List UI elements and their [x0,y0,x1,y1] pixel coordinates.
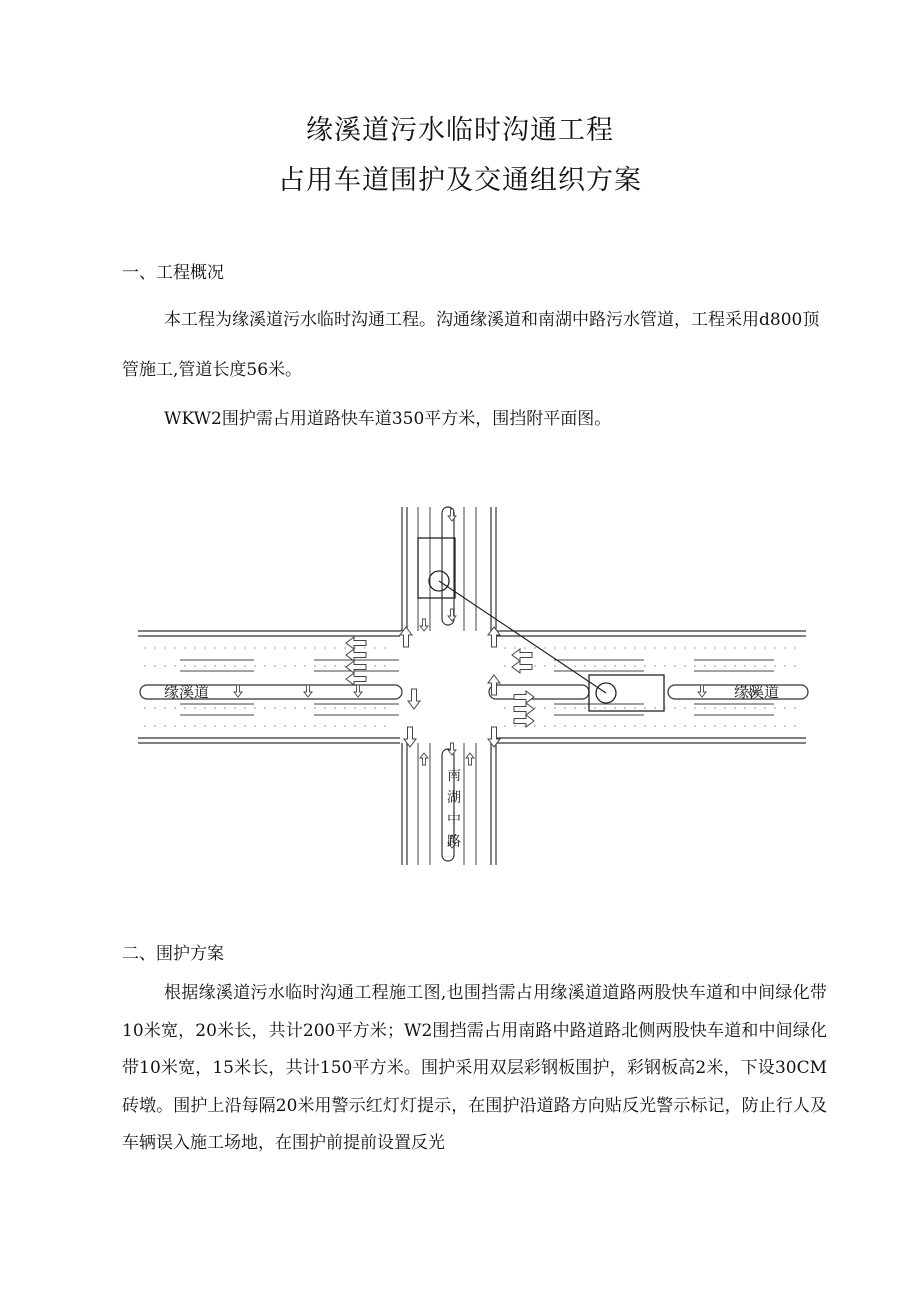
section1-paragraph2: WKW2围护需占用道路快车道350平方米，围挡附平面图。 [164,409,612,429]
road-label-south-3: 中 [447,812,461,828]
north-enclosure-w2 [418,538,455,598]
document-title-line2: 占用车道围护及交通组织方案 [278,165,642,196]
road-label-south-2: 湖 [447,790,461,806]
road-label-south-1: 南 [447,768,461,784]
intersection-plan-diagram [134,503,810,868]
road-label-south-4: 路 [447,834,461,850]
road-label-east: 缘溪道 [734,683,780,701]
section1-paragraph1: 本工程为缘溪道污水临时沟通工程。沟通缘溪道和南湖中路污水管道，工程采用d800顶管施工,管道长度56米。 [122,310,820,380]
document-title-line1: 缘溪道污水临时沟通工程 [306,115,614,146]
road-label-west: 缘溪道 [164,683,210,701]
section2-heading: 二、围护方案 [122,944,224,964]
east-enclosure-w1 [589,675,664,711]
pipe-line [439,581,606,693]
section2-paragraph1: 根据缘溪道污水临时沟通工程施工图,也围挡需占用缘溪道道路两股快车道和中间绿化带10米宽，20米长，共计200平方米；W2围挡需占用南路中路道路北侧两股快车道和中间绿化带10米宽，15米长，共计150平方米。围护采用双层彩钢板围护，彩钢板高2米，下设30CM砖墩。围护上沿每隔20米用警示红灯灯提示，在围护沿道路方向贴反光警示标记，防止行人及车辆误入施工场地，在围护前提前设置反光 [122,983,827,1154]
intersection-corners [400,629,496,631]
lane-arrows [234,509,756,848]
section1-heading: 一、工程概况 [122,263,224,283]
